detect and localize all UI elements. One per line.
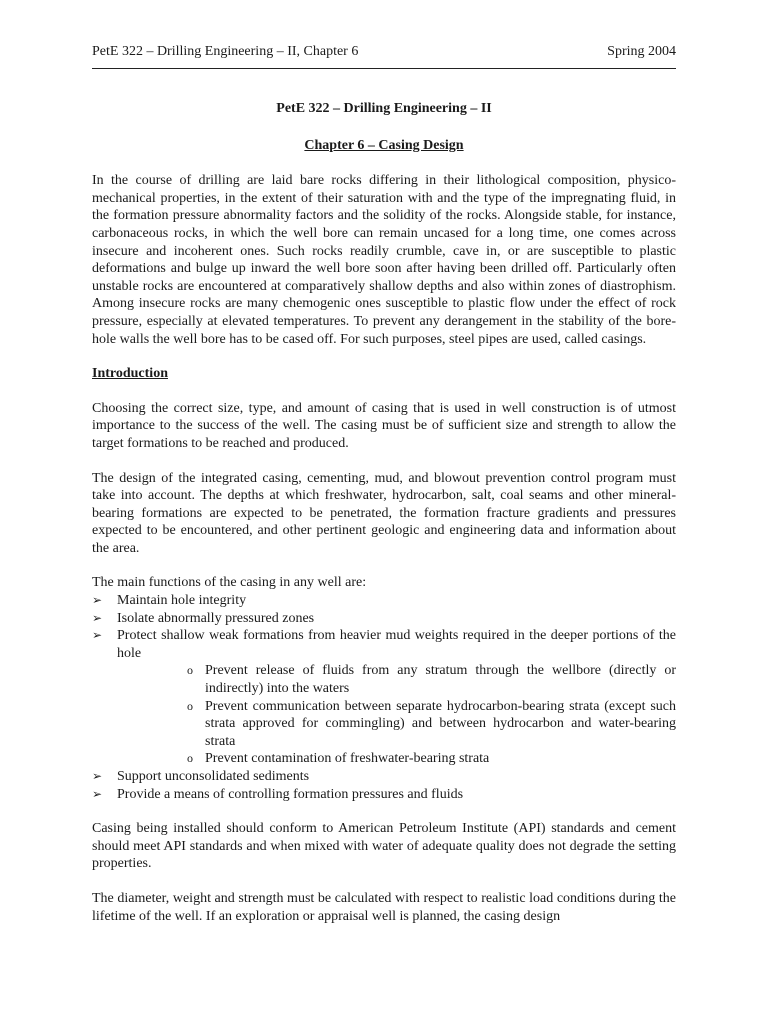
circle-bullet-icon: o [187,663,193,678]
list-item: ➢ Provide a means of controlling formation pressures and fluids [92,786,464,802]
list-item: ➢ Isolate abnormally pressured zones [92,610,315,626]
intro-paragraph: In the course of drilling are laid bare rocks differing in their lithological composition, physico-mechanical properties, in the extent of their saturation with and the type of the impregnating fluid, in the formation pressure abnormality factors and the solidity of the rocks. Alongside stable, for instance, carbonaceous rocks, in which the well bore can remain uncased for a long time, one comes across insecure and incoherent ones. Such rocks readily crumble, cave in, or are susceptible to plastic deformations and bulge up inward the well bore soon after having been drilled off. Particularly often unstable rocks are encountered at comparatively shallow depths and also within zones of diastrophism. Among insecure rocks are many chemogenic ones susceptible to plastic flow under the effect of rock pressure, especially at elevated temperatures. To prevent any derangement in the stability of the bore-hole walls the well bore has to be cased off. For such purposes, steel pipes are used, called casings. [92,173,676,347]
sub-list-item: o Prevent contamination of freshwater-bearing strata [187,751,490,767]
paragraph-load-conditions: The diameter, weight and strength must be calculated with respect to realistic load conditions during the lifetime of the well. If an exploration or appraisal well is planned, the casing design [92,890,676,924]
document-title: PetE 322 – Drilling Engineering – II [276,101,492,116]
list-item: ➢ Protect shallow weak formations from heavier mud weights required in the deeper portions of the hole [92,628,676,661]
arrow-bullet-icon: ➢ [92,610,103,625]
functions-intro: The main functions of the casing in any well are: [92,575,367,591]
chapter-title: Chapter 6 – Casing Design [304,137,464,153]
paragraph-integrated-design: The design of the integrated casing, cementing, mud, and blowout prevention control program must take into account. The depths at which freshwater, hydrocarbon, salt, coal seams and other mineral-bearing formations are expected to be penetrated, the formation fracture gradients and pressures expected to be encountered, and other pertinent geologic and engineering data and information about the area. [92,470,676,556]
paragraph-casing-selection: Choosing the correct size, type, and amount of casing that is used in well construction is of utmost importance to the success of the well. The casing must be of sufficient size and strength to allow the target formations to be reached and produced. [92,400,676,451]
circle-bullet-icon: o [187,698,193,713]
list-item: ➢ Maintain hole integrity [92,593,247,609]
arrow-bullet-icon: ➢ [92,593,103,608]
casing-sub-functions-list [92,662,676,768]
header-rule [92,68,676,69]
arrow-bullet-icon: ➢ [92,628,103,643]
list-item: ➢ Support unconsolidated sediments [92,769,310,784]
header-term: Spring 2004 [607,44,676,59]
casing-functions-list-continued [92,768,676,803]
section-heading-introduction: Introduction [92,366,168,382]
casing-functions-list [92,592,676,662]
sub-list-item: o Prevent communication between separate hydrocarbon-bearing strata (except such strata approved for commingling) and between hydrocarbon and water-bearing strata [187,698,676,749]
arrow-bullet-icon: ➢ [92,786,103,801]
circle-bullet-icon: o [187,751,193,766]
page-header [92,43,676,61]
document-body [92,100,676,925]
arrow-bullet-icon: ➢ [92,769,103,783]
sub-list-item: o Prevent release of fluids from any stratum through the wellbore (directly or indirectly) into the waters [187,663,676,697]
paragraph-api-standards: Casing being installed should conform to American Petroleum Institute (API) standards and cement should meet API standards and when mixed with water of adequate quality does not degrade the setting properties. [92,821,676,872]
header-course-title: PetE 322 – Drilling Engineering – II, Chapter 6 [92,44,359,59]
